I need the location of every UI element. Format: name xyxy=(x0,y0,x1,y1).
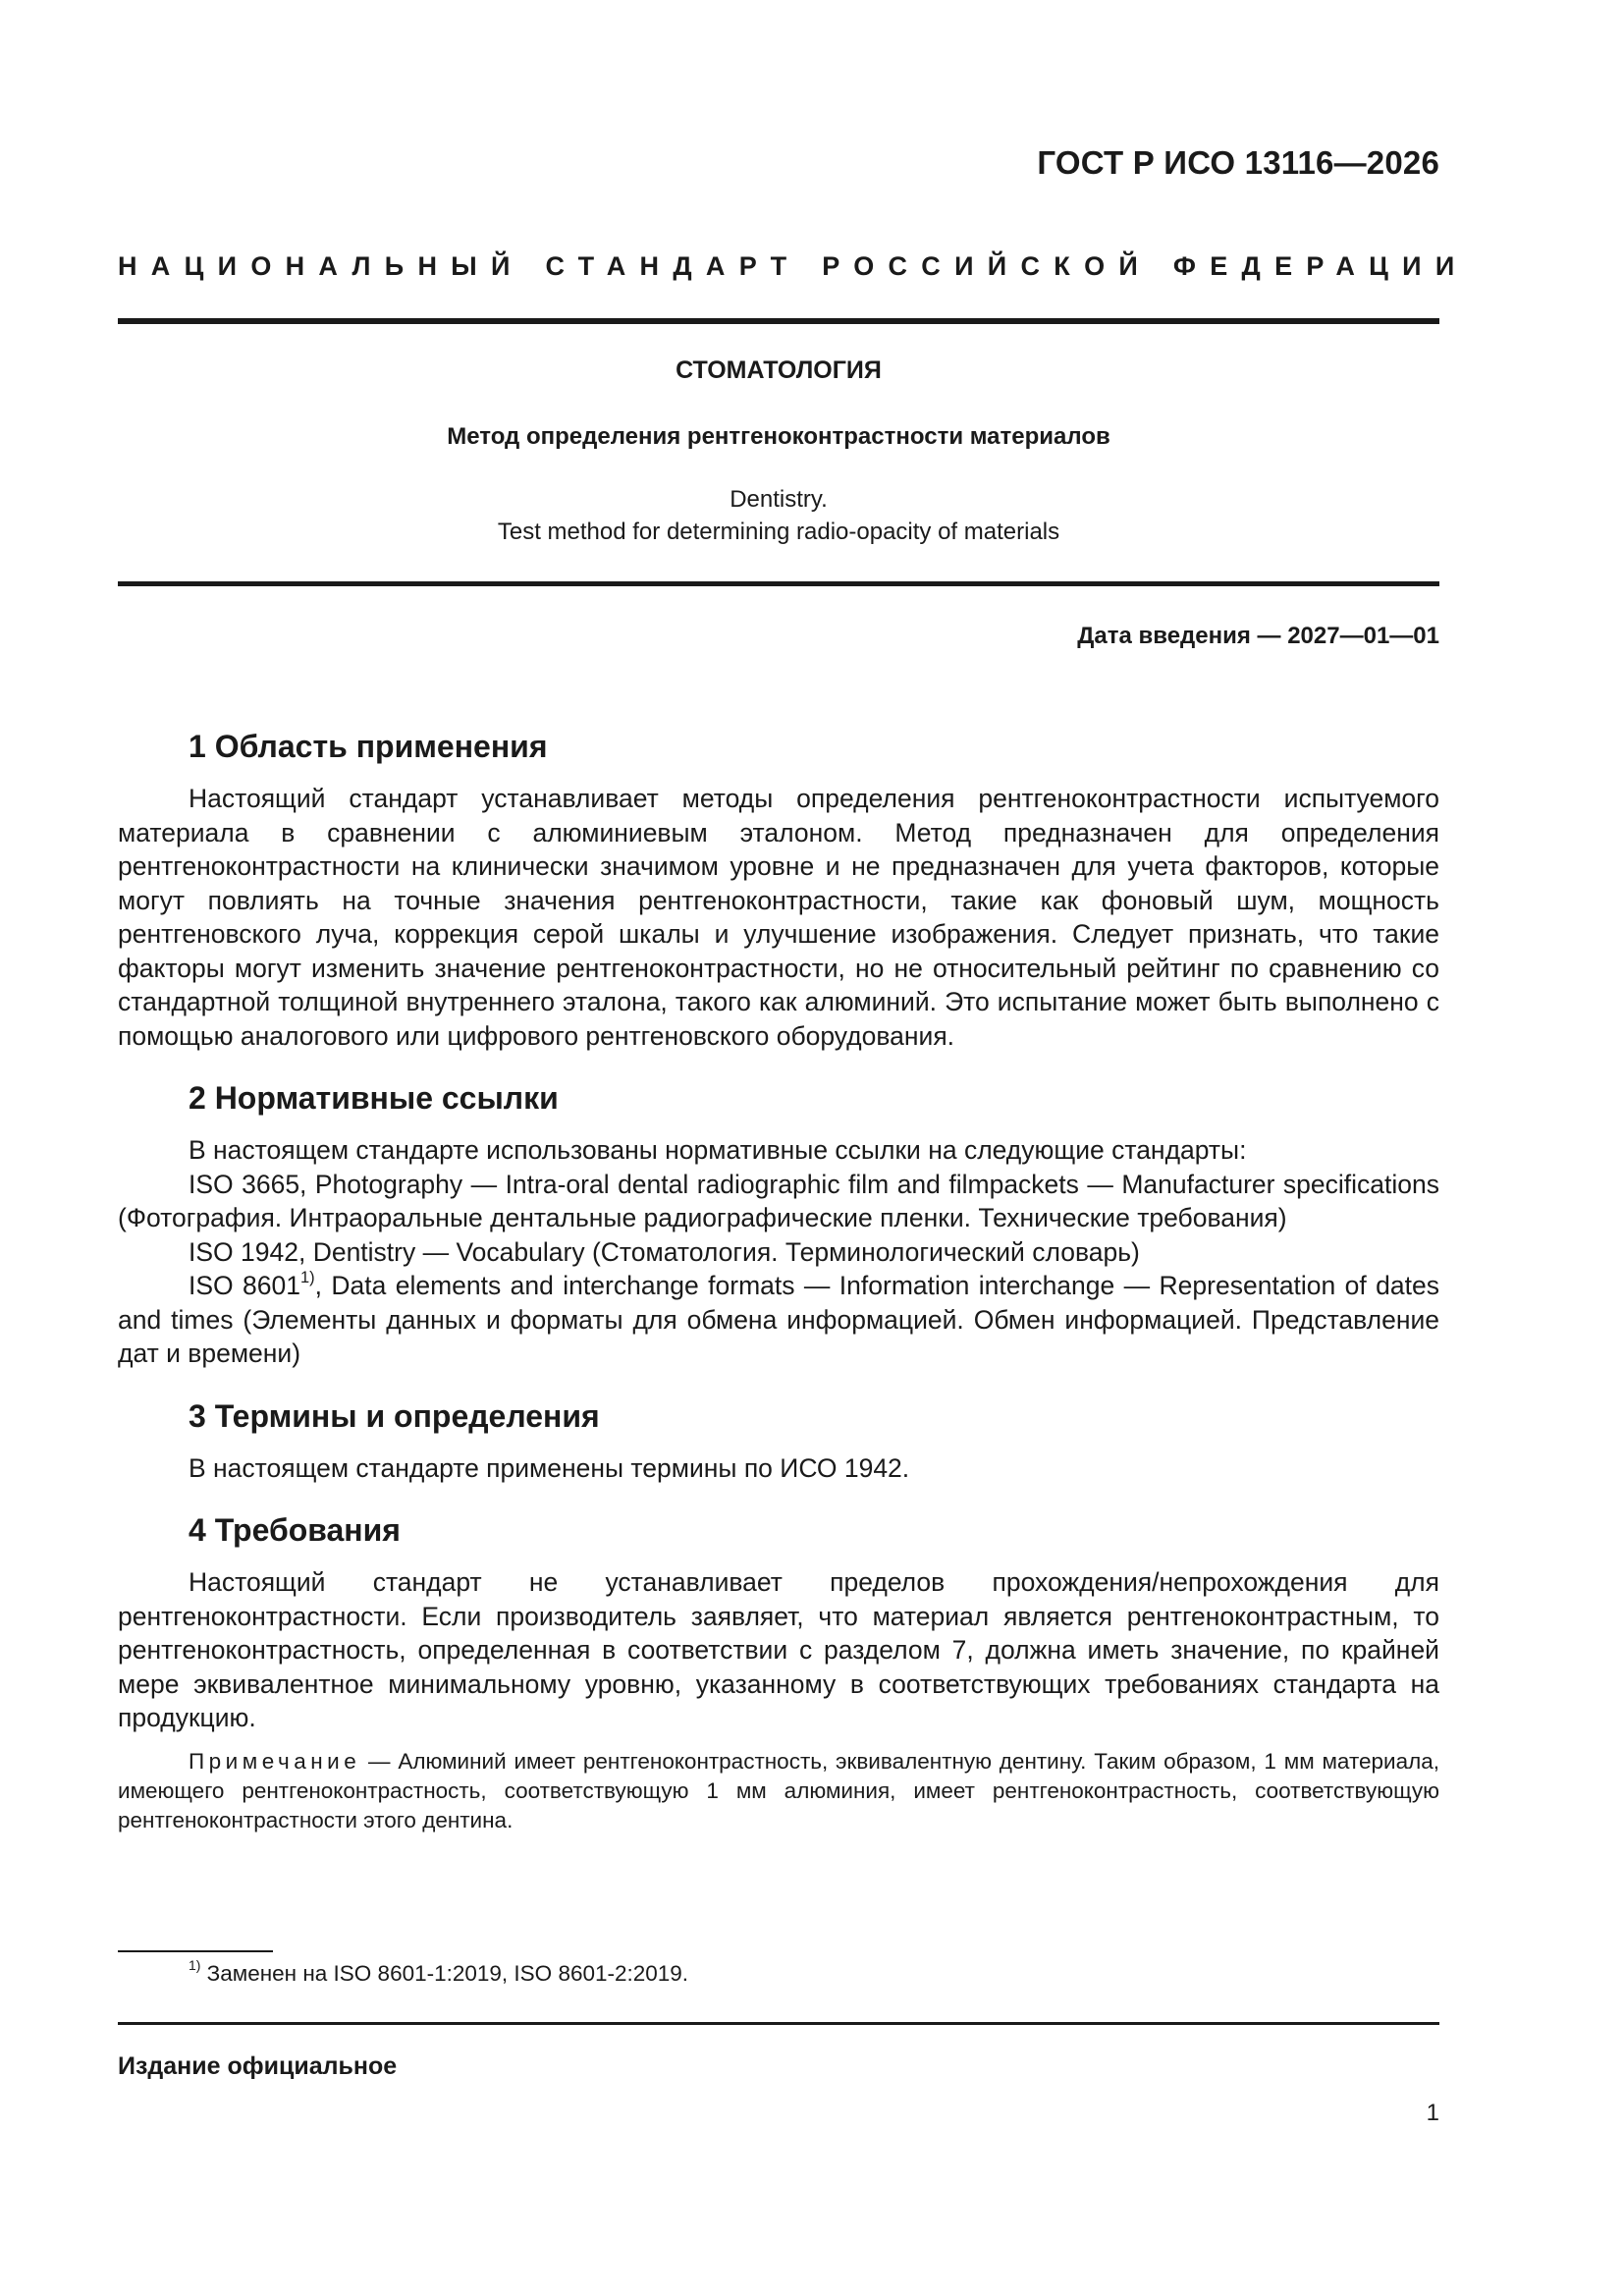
note-label: Примечание xyxy=(189,1748,361,1774)
english-title-line-2: Test method for determining radio-opacity of materials xyxy=(497,519,1060,545)
section-paragraph: Настоящий стандарт не устанавливает пределов прохождения/непрохождения для рентгеноконтрастности. Если производитель заявляет, что материал является рентгеноконтрастным, то рентгеноконтрастность, определенная в соответствии с разделом 7, должна иметь значение, по крайней мере эквивалентное минимальному уровню, указанному в соответствующих требованиях стандарта на продукцию. xyxy=(118,1567,1439,1732)
reference-item: ISO 3665, Photography — Intra-oral dental radiographic film and filmpackets — Manufacturer specifications (Фотография. Интраоральные дентальные радиографические пленки. Технические требования) xyxy=(118,1169,1439,1232)
document-number: ГОСТ Р ИСО 13116—2026 xyxy=(1037,144,1439,181)
note-text: — Алюминий имеет рентгеноконтрастность, эквивалентную дентину. Таким образом, 1 мм материала, имеющего рентгеноконтрастность, соответствующую 1 мм алюминия, имеет рентгеноконтрастность, соответствующую рентгеноконтрастности этого дентина. xyxy=(118,1748,1439,1832)
title-divider xyxy=(118,581,1439,586)
introduction-date: Дата введения — 2027—01—01 xyxy=(1077,623,1439,649)
section-heading: 4 Требования xyxy=(189,1512,401,1548)
document-title: СТОМАТОЛОГИЯ xyxy=(676,356,882,384)
reference-code: ISO 8601 xyxy=(189,1271,300,1300)
document-body xyxy=(118,727,1439,1861)
header-divider xyxy=(118,318,1439,324)
section-heading: 2 Нормативные ссылки xyxy=(189,1080,559,1116)
national-standard-banner: НАЦИОНАЛЬНЫЙ СТАНДАРТ РОССИЙСКОЙ ФЕДЕРАЦИИ xyxy=(118,251,1469,281)
english-title xyxy=(118,483,1439,548)
document-subtitle: Метод определения рентгеноконтрастности материалов xyxy=(447,423,1110,450)
english-title-line-1: Dentistry. xyxy=(730,486,828,513)
reference-item xyxy=(118,1269,1439,1371)
reference-item: ISO 1942, Dentistry — Vocabulary (Стоматология. Терминологический словарь) xyxy=(189,1236,1140,1267)
section-normative-references xyxy=(118,1078,1439,1371)
section-scope xyxy=(118,727,1439,1053)
section-terms xyxy=(118,1396,1439,1486)
reference-text: , Data elements and interchange formats — Information interchange — Representation of dates and times (Элементы данных и форматы для обмена информацией. Обмен информацией. Представление дат и времени) xyxy=(118,1271,1439,1368)
note xyxy=(118,1747,1439,1835)
section-paragraph: В настоящем стандарте использованы нормативные ссылки на следующие стандарты: xyxy=(189,1135,1247,1165)
section-heading: 3 Термины и определения xyxy=(189,1397,600,1434)
page-number: 1 xyxy=(1426,2100,1439,2126)
footnote-text: Заменен на ISO 8601-1:2019, ISO 8601-2:2019. xyxy=(200,1961,689,1986)
section-requirements xyxy=(118,1510,1439,1835)
footnote-mark: 1) xyxy=(189,1957,201,1974)
section-paragraph: Настоящий стандарт устанавливает методы определения рентгеноконтрастности испытуемого материала в сравнении с алюминиевым эталоном. Метод предназначен для определения рентгеноконтрастности на клинически значимом уровне и не предназначен для учета факторов, которые могут повлиять на точные значения рентгеноконтрастности, такие как фоновый шум, мощность рентгеновского луча, коррекция серой шкалы и улучшение изображения. Следует признать, что такие факторы могут изменить значение рентгеноконтрастности, но не относительный рейтинг по сравнению со стандартной толщиной внутреннего эталона, такого как алюминий. Это испытание может быть выполнено с помощью аналогового или цифрового рентгеновского оборудования. xyxy=(118,784,1439,1051)
footer-divider xyxy=(118,2022,1439,2025)
section-paragraph: В настоящем стандарте применены термины по ИСО 1942. xyxy=(189,1452,910,1483)
footnote-divider xyxy=(118,1950,273,1952)
footnote-reference: 1) xyxy=(300,1268,315,1286)
document-page xyxy=(118,0,1469,2296)
section-heading: 1 Область применения xyxy=(189,729,548,764)
edition-label: Издание официальное xyxy=(118,2052,398,2080)
footnote xyxy=(189,1957,689,1987)
